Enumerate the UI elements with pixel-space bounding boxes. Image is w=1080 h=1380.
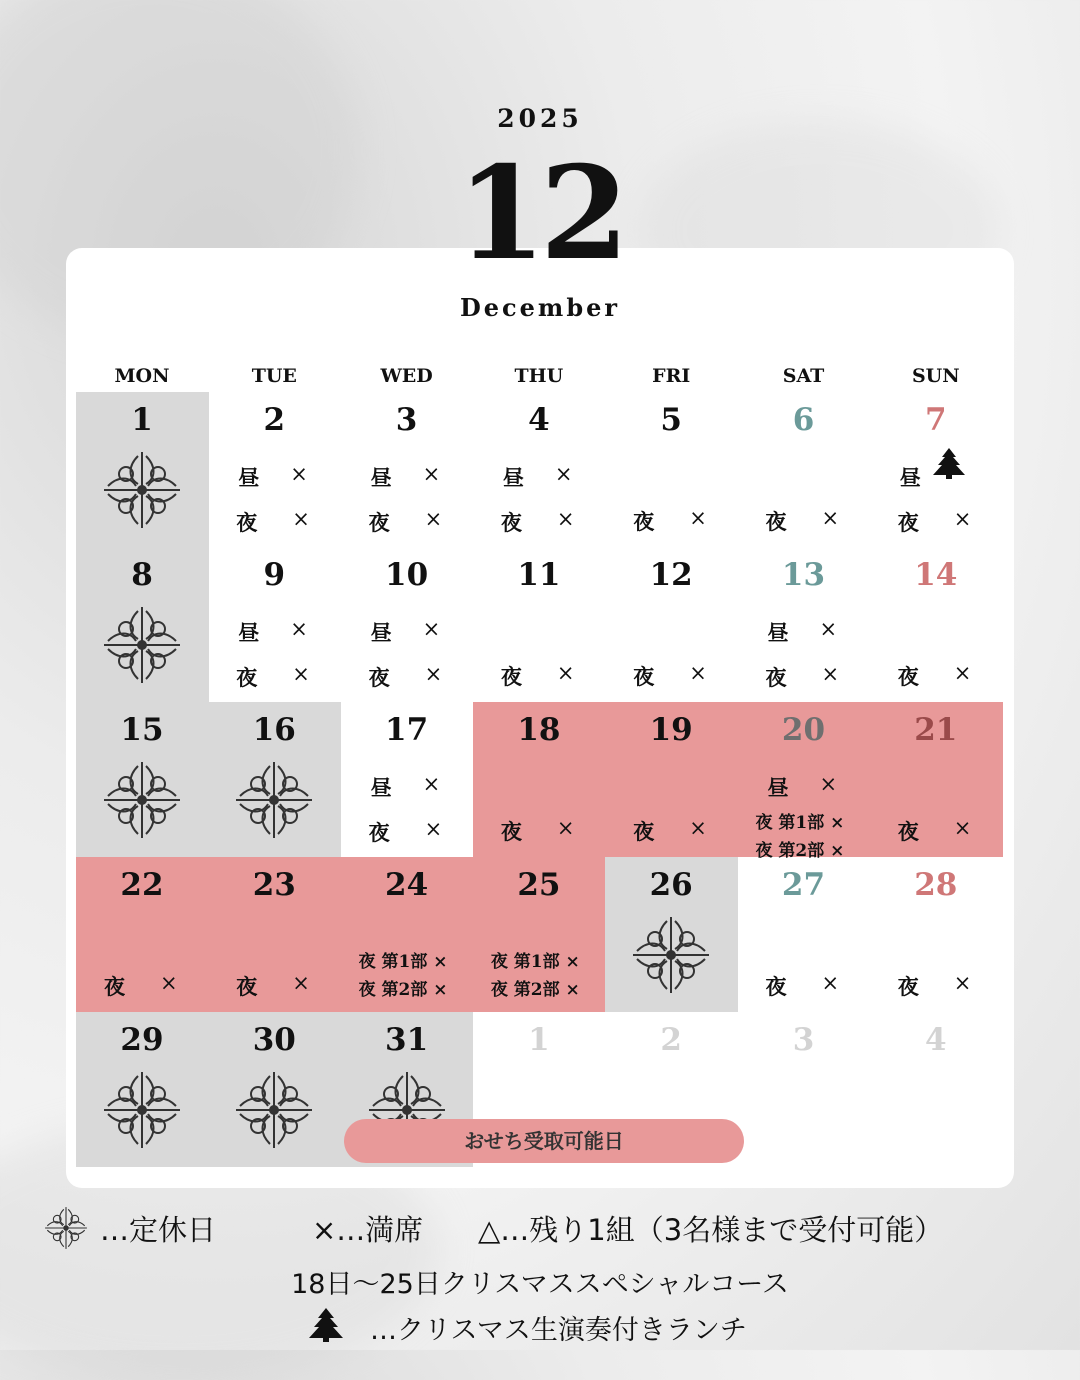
day-number: 14 bbox=[914, 557, 958, 593]
dinner-status: × bbox=[821, 971, 840, 995]
dinner-part1: 夜 第1部 × bbox=[490, 952, 580, 972]
legend-closed: …定休日 bbox=[100, 1213, 217, 1247]
dinner-label: 夜 bbox=[765, 665, 787, 690]
day-number: 5 bbox=[660, 402, 682, 438]
legend-remaining: △…残り1組（3名様まで受付可能） bbox=[478, 1213, 944, 1247]
day-number: 1 bbox=[528, 1022, 550, 1058]
dinner-label: 夜 bbox=[897, 974, 919, 999]
day-number: 16 bbox=[252, 712, 296, 748]
day-number: 31 bbox=[385, 1022, 429, 1058]
dinner-label: 夜 bbox=[897, 510, 919, 535]
dinner-label: 夜 bbox=[236, 665, 258, 690]
dinner-status: × bbox=[689, 506, 707, 530]
day-number: 7 bbox=[925, 402, 947, 438]
dinner-status: × bbox=[160, 971, 178, 995]
day-number: 20 bbox=[781, 712, 826, 748]
lunch-label: 昼 bbox=[370, 620, 392, 645]
dinner-label: 夜 bbox=[236, 510, 258, 535]
dinner-status: × bbox=[953, 661, 972, 685]
closed-day-icon bbox=[44, 1206, 88, 1250]
dinner-label: 夜 bbox=[368, 820, 390, 845]
day-number: 2 bbox=[660, 1022, 682, 1058]
day-number: 2 bbox=[263, 402, 286, 438]
day-number: 19 bbox=[649, 712, 693, 748]
dinner-label: 夜 bbox=[897, 819, 919, 844]
day-number: 8 bbox=[131, 557, 153, 593]
dinner-status: × bbox=[953, 971, 972, 995]
dinner-label: 夜 bbox=[500, 819, 522, 844]
day-number: 29 bbox=[120, 1022, 164, 1058]
day-number: 26 bbox=[649, 867, 693, 903]
lunch-label: 昼 bbox=[899, 465, 921, 490]
day-number: 13 bbox=[781, 557, 826, 593]
lunch-label: 昼 bbox=[502, 465, 524, 490]
dinner-status: × bbox=[556, 816, 575, 840]
weekday-header: FRI bbox=[652, 365, 691, 387]
legend-live-lunch: …クリスマス生演奏付きランチ bbox=[370, 1315, 747, 1346]
dinner-status: × bbox=[292, 662, 310, 686]
lunch-label: 昼 bbox=[238, 620, 260, 645]
lunch-status: × bbox=[422, 617, 441, 641]
dinner-label: 夜 bbox=[633, 509, 655, 534]
dinner-label: 夜 bbox=[368, 665, 390, 690]
day-number: 27 bbox=[781, 867, 826, 903]
legend-full: ×…満席 bbox=[312, 1213, 424, 1247]
day-number: 11 bbox=[517, 557, 561, 593]
day-number: 4 bbox=[528, 402, 550, 438]
day-number: 4 bbox=[925, 1022, 947, 1058]
dinner-part2: 夜 第2部 × bbox=[490, 980, 580, 1000]
lunch-label: 昼 bbox=[767, 775, 789, 800]
dinner-status: × bbox=[953, 816, 972, 840]
dinner-part1: 夜 第1部 × bbox=[755, 813, 845, 833]
day-number: 25 bbox=[517, 867, 561, 903]
day-number: 3 bbox=[792, 1022, 815, 1058]
lunch-status: × bbox=[819, 617, 838, 641]
lunch-status: × bbox=[290, 462, 308, 486]
dinner-status: × bbox=[424, 507, 443, 531]
weekday-header: SUN bbox=[911, 365, 960, 387]
day-number: 10 bbox=[385, 557, 429, 593]
month-number: 12 bbox=[456, 139, 624, 289]
day-number: 18 bbox=[517, 712, 561, 748]
dinner-status: × bbox=[953, 507, 972, 531]
tree-icon bbox=[307, 1306, 345, 1342]
dinner-label: 夜 bbox=[633, 819, 655, 844]
weekday-header: MON bbox=[114, 365, 170, 387]
weekday-header: WED bbox=[380, 365, 433, 387]
legend-christmas-course: 18日〜25日クリスマススペシャルコース bbox=[291, 1269, 789, 1300]
dinner-label: 夜 bbox=[500, 664, 522, 689]
dinner-status: × bbox=[556, 507, 575, 531]
closed-day-icon bbox=[234, 760, 314, 840]
day-number: 1 bbox=[131, 402, 153, 438]
dinner-status: × bbox=[689, 816, 707, 840]
dinner-label: 夜 bbox=[236, 974, 258, 999]
closed-day-icon bbox=[631, 915, 711, 995]
dinner-status: × bbox=[821, 662, 840, 686]
dinner-part2: 夜 第2部 × bbox=[358, 980, 448, 1000]
day-number: 15 bbox=[120, 712, 164, 748]
day-number: 17 bbox=[385, 712, 429, 748]
lunch-label: 昼 bbox=[370, 465, 392, 490]
day-number: 6 bbox=[792, 402, 815, 438]
lunch-status: × bbox=[422, 462, 441, 486]
dinner-label: 夜 bbox=[765, 974, 787, 999]
dinner-status: × bbox=[292, 507, 310, 531]
dinner-label: 夜 bbox=[765, 509, 787, 534]
osechi-pickup-banner: おせち受取可能日 bbox=[344, 1119, 744, 1163]
day-number: 22 bbox=[120, 867, 164, 903]
dinner-status: × bbox=[424, 817, 443, 841]
dinner-label: 夜 bbox=[897, 664, 919, 689]
dinner-part1: 夜 第1部 × bbox=[358, 952, 448, 972]
weekday-header: TUE bbox=[251, 365, 297, 387]
closed-day-icon bbox=[102, 605, 182, 685]
closed-day-icon bbox=[102, 1070, 182, 1150]
day-number: 30 bbox=[252, 1022, 296, 1058]
dinner-status: × bbox=[821, 506, 840, 530]
closed-day-icon bbox=[102, 450, 182, 530]
closed-day-icon bbox=[102, 760, 182, 840]
lunch-status: × bbox=[819, 772, 838, 796]
day-number: 3 bbox=[395, 402, 418, 438]
day-number: 12 bbox=[649, 557, 693, 593]
dinner-label: 夜 bbox=[368, 510, 390, 535]
dinner-status: × bbox=[556, 661, 575, 685]
dinner-status: × bbox=[689, 661, 707, 685]
month-name: December bbox=[459, 293, 621, 322]
dinner-label: 夜 bbox=[104, 974, 125, 999]
day-number: 28 bbox=[914, 867, 958, 903]
lunch-label: 昼 bbox=[767, 620, 789, 645]
lunch-status: × bbox=[554, 462, 573, 486]
lunch-label: 昼 bbox=[370, 775, 392, 800]
tree-icon bbox=[932, 448, 966, 480]
lunch-status: × bbox=[290, 617, 308, 641]
lunch-label: 昼 bbox=[238, 465, 260, 490]
dinner-status: × bbox=[292, 971, 310, 995]
closed-day-icon bbox=[234, 1070, 314, 1150]
day-number: 21 bbox=[914, 712, 958, 748]
dinner-part2: 夜 第2部 × bbox=[755, 841, 845, 861]
dinner-label: 夜 bbox=[500, 510, 522, 535]
weekday-header: SAT bbox=[782, 365, 825, 387]
day-number: 9 bbox=[263, 557, 286, 593]
weekday-header: THU bbox=[514, 365, 564, 387]
day-number: 23 bbox=[252, 867, 296, 903]
lunch-status: × bbox=[422, 772, 441, 796]
dinner-label: 夜 bbox=[633, 664, 655, 689]
day-number: 24 bbox=[385, 867, 429, 903]
dinner-status: × bbox=[424, 662, 443, 686]
year: 2025 bbox=[497, 104, 583, 133]
